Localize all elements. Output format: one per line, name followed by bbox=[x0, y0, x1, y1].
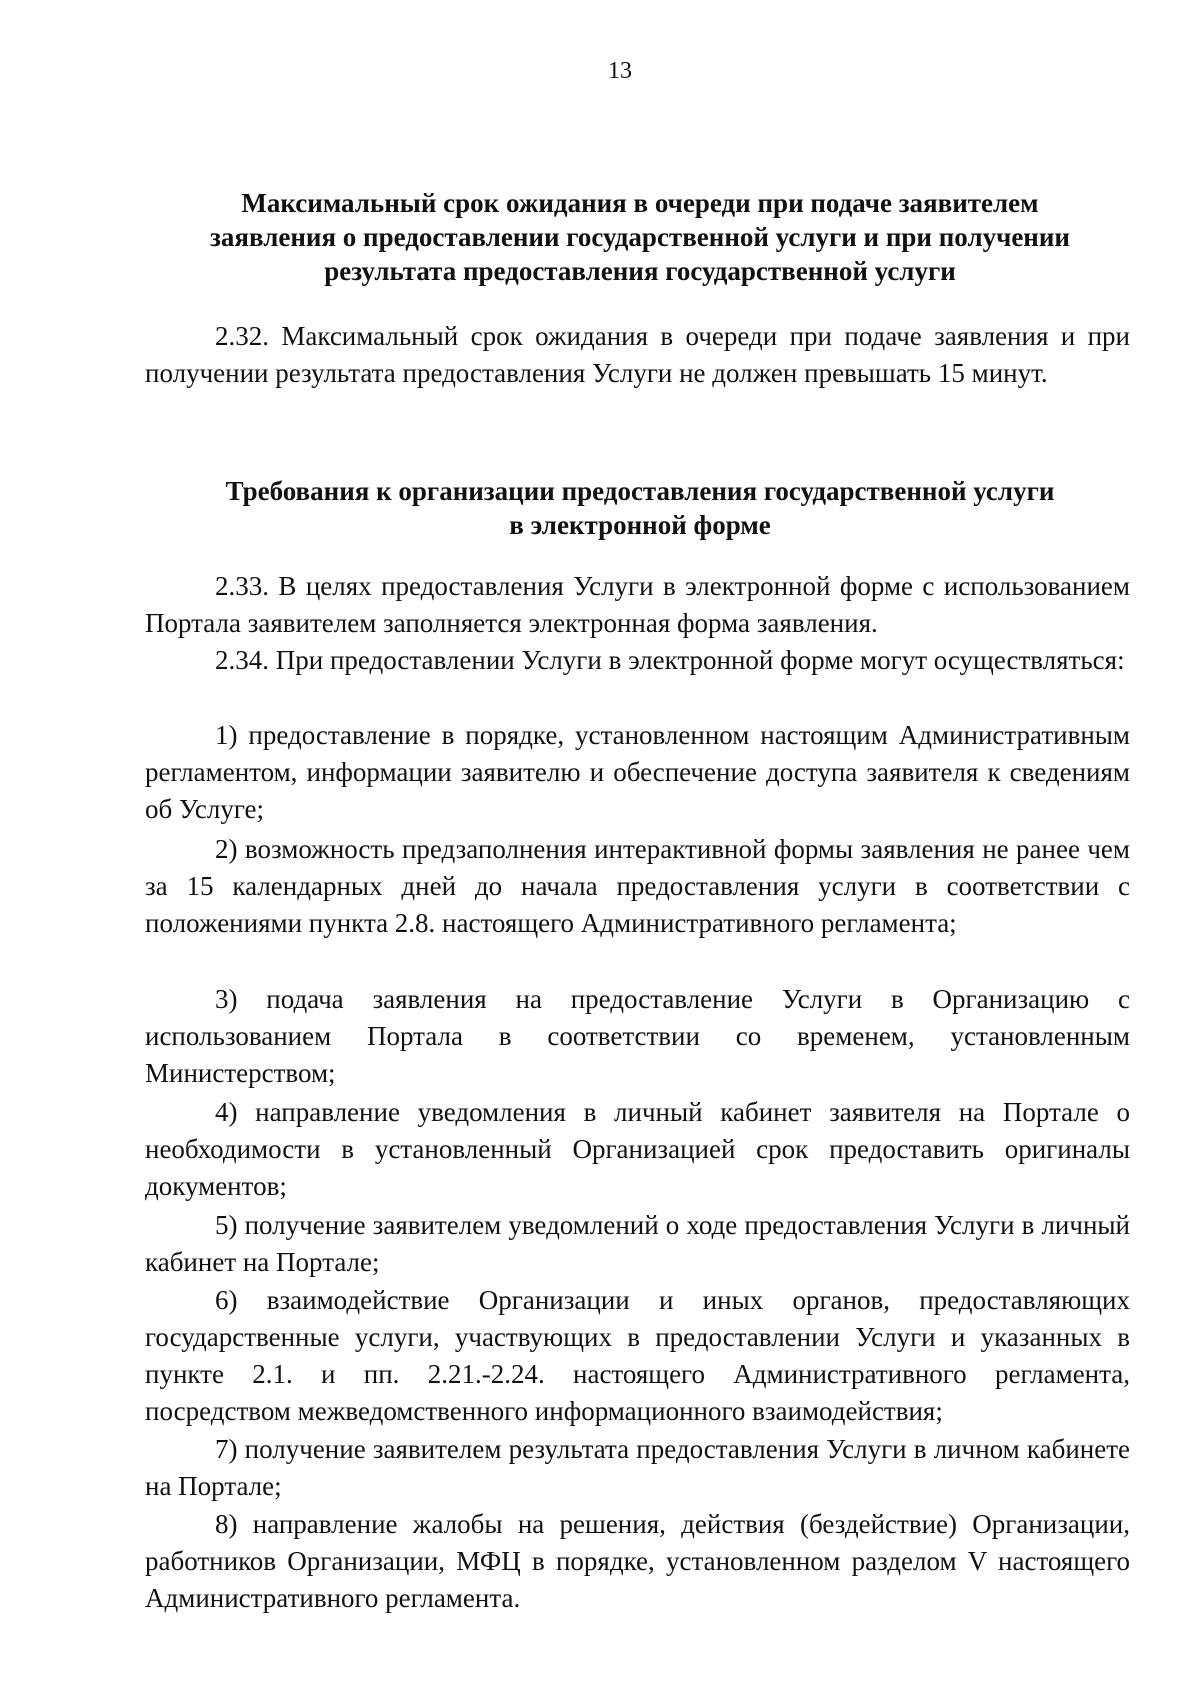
list-item-8: 8) направление жалобы на решения, действия (бездействие) Организации, работников Организации, МФЦ в порядке, установленном разделом V настоящего Административного регламента. bbox=[145, 1509, 1130, 1613]
list-item-5: 5) получение заявителем уведомлений о ходе предоставления Услуги в личный кабинет на Портале; bbox=[145, 1210, 1130, 1277]
list-item-1: 1) предоставление в порядке, установленном настоящим Административным регламентом, информации заявителю и обеспечение доступа заявителя к сведениям об Услуге; bbox=[145, 720, 1130, 824]
section-heading-electronic-form bbox=[140, 474, 1140, 542]
heading-line: в электронной форме bbox=[509, 510, 771, 540]
page-number: 13 bbox=[608, 58, 632, 84]
paragraph-2-34: 2.34. При предоставлении Услуги в электронной форме могут осуществляться: bbox=[215, 645, 1125, 675]
paragraph-2-33: 2.33. В целях предоставления Услуги в электронной форме с использованием Портала заявителем заполняется электронная форма заявления. bbox=[145, 571, 1130, 638]
section-heading-max-wait bbox=[140, 186, 1140, 288]
heading-line: результата предоставления государственной услуги bbox=[324, 256, 956, 286]
list-item-4: 4) направление уведомления в личный кабинет заявителя на Портале о необходимости в установленный Организацией срок предоставить оригиналы документов; bbox=[145, 1097, 1130, 1201]
heading-line: заявления о предоставлении государственной услуги и при получении bbox=[210, 222, 1070, 252]
list-item-3: 3) подача заявления на предоставление Услуги в Организацию с использованием Портала в соответствии со временем, установленным Министерством; bbox=[145, 984, 1130, 1088]
list-item-6: 6) взаимодействие Организации и иных органов, предоставляющих государственные услуги, участвующих в предоставлении Услуги и указанных в пункте 2.1. и пп. 2.21.-2.24. настоящего Административного регламента, посредством межведомственного информационного взаимодействия; bbox=[145, 1285, 1130, 1426]
list-item-7: 7) получение заявителем результата предоставления Услуги в личном кабинете на Портале; bbox=[145, 1434, 1130, 1501]
heading-line: Требования к организации предоставления государственной услуги bbox=[225, 476, 1055, 506]
paragraph-2-32: 2.32. Максимальный срок ожидания в очереди при подаче заявления и при получении результата предоставления Услуги не должен превышать 15 минут. bbox=[145, 321, 1130, 388]
heading-line: Максимальный срок ожидания в очереди при подаче заявителем bbox=[241, 188, 1039, 218]
list-item-2: 2) возможность предзаполнения интерактивной формы заявления не ранее чем за 15 календарных дней до начала предоставления услуги в соответствии с положениями пункта 2.8. настоящего Административного регламента; bbox=[145, 834, 1130, 938]
